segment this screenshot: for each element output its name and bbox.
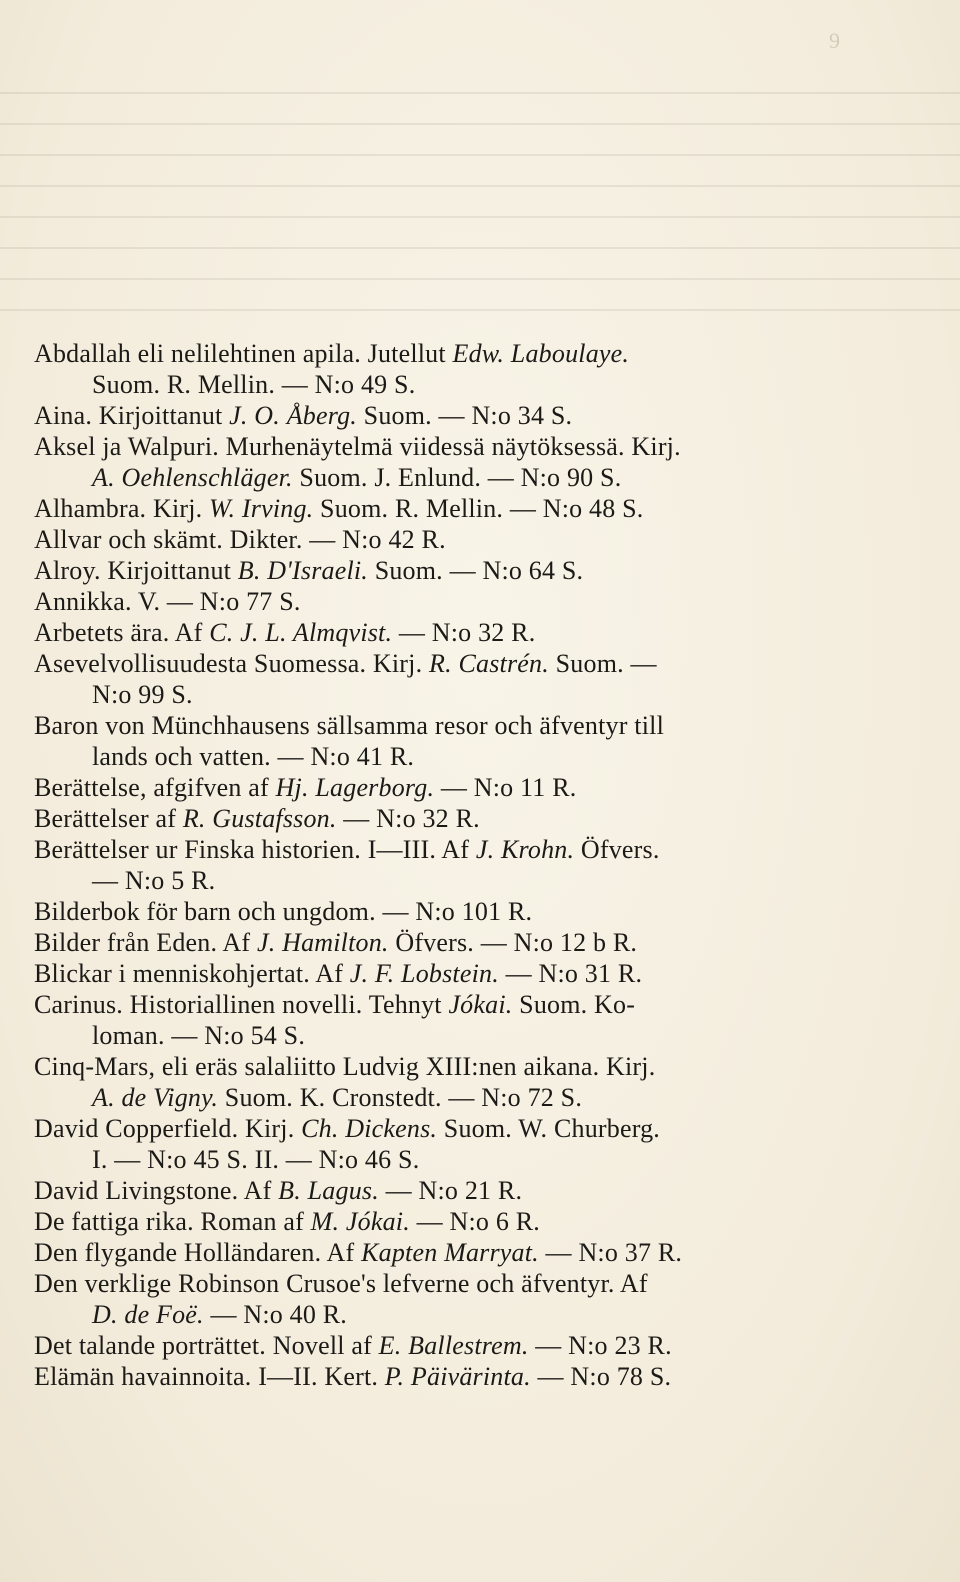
entry-text: De fattiga rika. Roman af: [34, 1207, 311, 1236]
author-name: B. D'Israeli.: [237, 556, 368, 585]
entry-continuation-line: [34, 741, 856, 772]
entry-text: Alhambra. Kirj.: [34, 494, 210, 523]
entry-line: [34, 1361, 856, 1392]
entry-continuation-line: [34, 462, 856, 493]
catalogue-entry: [34, 1268, 856, 1330]
entry-text: Det talande porträttet. Novell af: [34, 1331, 379, 1360]
entry-text: — N:o 32 R.: [392, 618, 536, 647]
catalogue-entry: [34, 710, 856, 772]
entry-text: Suom. K. Cronstedt. — N:o 72 S.: [218, 1083, 583, 1112]
page-number: 9: [829, 28, 840, 53]
catalogue-entry: [34, 400, 856, 431]
entry-text: — N:o 23 R.: [528, 1331, 672, 1360]
entry-continuation-line: [34, 1144, 856, 1175]
catalogue-entry: [34, 586, 856, 617]
author-name: R. Gustafsson.: [182, 804, 337, 833]
author-name: Jókai.: [448, 990, 513, 1019]
entry-text: Suom. W. Churberg.: [437, 1114, 660, 1143]
catalogue-entry: [34, 958, 856, 989]
entry-text: David Copperfield. Kirj.: [34, 1114, 302, 1143]
entry-continuation-line: [34, 1082, 856, 1113]
entry-text: — N:o 40 R.: [203, 1300, 347, 1329]
entry-text: Alroy. Kirjoittanut: [34, 556, 238, 585]
entry-line: [34, 834, 856, 865]
catalogue-entry: [34, 1361, 856, 1392]
catalogue-entry: [34, 431, 856, 493]
entry-text: — N:o 78 S.: [530, 1362, 672, 1391]
entry-text: David Livingstone. Af: [34, 1176, 279, 1205]
entry-line: [34, 431, 856, 462]
entry-text: Berättelse, afgifven af: [34, 773, 276, 802]
entry-text: Abdallah eli nelilehtinen apila. Jutellut: [34, 339, 453, 368]
entry-text: Annikka. V. — N:o 77 S.: [34, 587, 301, 616]
entry-text: Blickar i menniskohjertat. Af: [34, 959, 350, 988]
catalogue-entry: [34, 1113, 856, 1175]
entry-text: Bilder från Eden. Af: [34, 928, 257, 957]
entry-text: Suom. R. Mellin. — N:o 48 S.: [313, 494, 644, 523]
entry-line: [34, 555, 856, 586]
entry-line: [34, 1237, 856, 1268]
entry-text: — N:o 32 R.: [336, 804, 480, 833]
catalogue-entry: [34, 524, 856, 555]
author-name: R. Castrén.: [429, 649, 549, 678]
author-name: C. J. L. Almqvist.: [209, 618, 393, 647]
entry-line: [34, 803, 856, 834]
catalogue-entry: [34, 896, 856, 927]
entry-line: [34, 896, 856, 927]
bleed-through-text: [0, 70, 960, 340]
entry-text: Suom. —: [548, 649, 657, 678]
author-name: W. Irving.: [209, 494, 314, 523]
entry-line: [34, 1330, 856, 1361]
catalogue-entry: [34, 1206, 856, 1237]
entry-text: lands och vatten. — N:o 41 R.: [92, 742, 415, 771]
catalogue-entry: [34, 1175, 856, 1206]
entry-line: [34, 586, 856, 617]
author-name: A. Oehlenschläger.: [92, 463, 293, 492]
entry-text: Berättelser ur Finska historien. I—III. Af: [34, 835, 476, 864]
entry-line: [34, 1268, 856, 1299]
entry-text: Den verklige Robinson Crusoe's lefverne och äfventyr. Af: [34, 1269, 648, 1298]
entry-text: — N:o 6 R.: [409, 1207, 540, 1236]
entry-continuation-line: [34, 1020, 856, 1051]
author-name: J. O. Åberg.: [229, 401, 357, 430]
catalogue-entry: [34, 617, 856, 648]
author-name: Ch. Dickens.: [301, 1114, 438, 1143]
entry-line: [34, 1206, 856, 1237]
entry-text: Aina. Kirjoittanut: [34, 401, 230, 430]
author-name: E. Ballestrem.: [378, 1331, 529, 1360]
entry-text: Allvar och skämt. Dikter. — N:o 42 R.: [34, 525, 446, 554]
catalogue-entry: [34, 1051, 856, 1113]
entry-text: Carinus. Historiallinen novelli. Tehnyt: [34, 990, 449, 1019]
entry-text: N:o 99 S.: [92, 680, 193, 709]
author-name: J. F. Lobstein.: [349, 959, 499, 988]
catalogue-entry: [34, 803, 856, 834]
catalogue-entry: [34, 927, 856, 958]
entry-text: Öfvers. — N:o 12 b R.: [388, 928, 638, 957]
entry-continuation-line: [34, 865, 856, 896]
author-name: Kapten Marryat.: [361, 1238, 539, 1267]
catalogue-entries: [34, 338, 856, 1392]
entry-text: Suom. J. Enlund. — N:o 90 S.: [292, 463, 622, 492]
entry-text: Asevelvollisuudesta Suomessa. Kirj.: [34, 649, 429, 678]
entry-line: [34, 989, 856, 1020]
entry-text: Öfvers.: [574, 835, 660, 864]
entry-text: Cinq-Mars, eli eräs salaliitto Ludvig XIII:nen aikana. Kirj.: [34, 1052, 656, 1081]
entry-line: [34, 493, 856, 524]
entry-line: [34, 927, 856, 958]
entry-text: Aksel ja Walpuri. Murhenäytelmä viidessä näytöksessä. Kirj.: [34, 432, 681, 461]
entry-line: [34, 648, 856, 679]
catalogue-entry: [34, 338, 856, 400]
catalogue-entry: [34, 989, 856, 1051]
entry-text: Den flygande Holländaren. Af: [34, 1238, 362, 1267]
entry-line: [34, 617, 856, 648]
entry-line: [34, 772, 856, 803]
catalogue-entry: [34, 555, 856, 586]
entry-line: [34, 524, 856, 555]
catalogue-entry: [34, 834, 856, 896]
catalogue-entry: [34, 772, 856, 803]
author-name: Hj. Lagerborg.: [275, 773, 435, 802]
entry-line: [34, 1113, 856, 1144]
entry-text: — N:o 37 R.: [538, 1238, 683, 1267]
catalogue-entry: [34, 648, 856, 710]
entry-line: [34, 338, 856, 369]
entry-continuation-line: [34, 679, 856, 710]
entry-text: Arbetets ära. Af: [34, 618, 210, 647]
entry-text: Suom. R. Mellin. — N:o 49 S.: [92, 370, 416, 399]
author-name: J. Hamilton.: [256, 928, 389, 957]
entry-text: — N:o 11 R.: [434, 773, 577, 802]
catalogue-entry: [34, 1330, 856, 1361]
entry-text: Baron von Münchhausens sällsamma resor och äfventyr till: [34, 711, 664, 740]
author-name: B. Lagus.: [278, 1176, 379, 1205]
entry-line: [34, 1175, 856, 1206]
entry-text: Suom. Ko-: [512, 990, 636, 1019]
entry-line: [34, 1051, 856, 1082]
entry-text: Bilderbok för barn och ungdom. — N:o 101 R.: [34, 897, 533, 926]
entry-text: — N:o 31 R.: [498, 959, 643, 988]
catalogue-entry: [34, 1237, 856, 1268]
catalogue-entry: [34, 493, 856, 524]
entry-continuation-line: [34, 369, 856, 400]
author-name: M. Jókai.: [310, 1207, 410, 1236]
entry-text: Suom. — N:o 64 S.: [368, 556, 584, 585]
author-name: J. Krohn.: [475, 835, 575, 864]
entry-line: [34, 400, 856, 431]
entry-continuation-line: [34, 1299, 856, 1330]
entry-text: — N:o 5 R.: [92, 866, 216, 895]
entry-text: Berättelser af: [34, 804, 183, 833]
entry-text: Suom. — N:o 34 S.: [356, 401, 573, 430]
author-name: A. de Vigny.: [92, 1083, 219, 1112]
entry-text: loman. — N:o 54 S.: [92, 1021, 306, 1050]
entry-line: [34, 710, 856, 741]
entry-text: I. — N:o 45 S. II. — N:o 46 S.: [92, 1145, 420, 1174]
entry-text: Elämän havainnoita. I—II. Kert.: [34, 1362, 385, 1391]
author-name: P. Päivärinta.: [384, 1362, 531, 1391]
author-name: Edw. Laboulaye.: [452, 339, 630, 368]
entry-text: — N:o 21 R.: [378, 1176, 523, 1205]
author-name: D. de Foë.: [92, 1300, 204, 1329]
entry-line: [34, 958, 856, 989]
